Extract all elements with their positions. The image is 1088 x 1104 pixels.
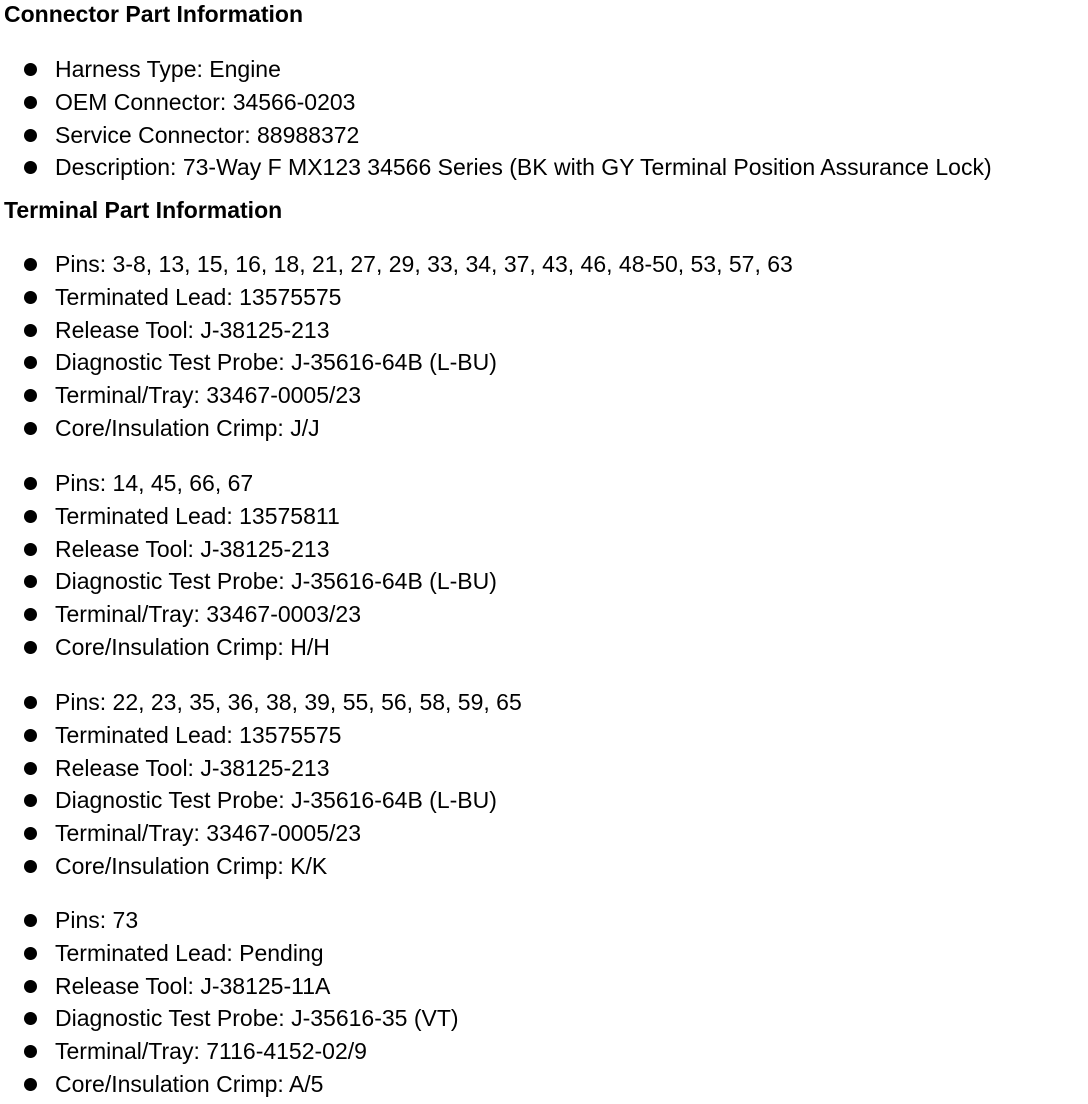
- item-value: 13575575: [239, 721, 342, 748]
- item-label: Pins:: [55, 907, 113, 933]
- item-label: Diagnostic Test Probe:: [55, 787, 292, 814]
- bullet-icon: [24, 860, 37, 873]
- item-label: Terminal/Tray:: [55, 1038, 207, 1065]
- item-value: A/5: [288, 1070, 324, 1097]
- bullet-icon: [24, 510, 37, 523]
- item-value: 14, 45, 66, 67: [112, 470, 254, 496]
- item-label: Core/Insulation Crimp:: [55, 414, 291, 441]
- bullet-icon: [24, 914, 37, 927]
- list-item-terminal-tray: [0, 379, 793, 412]
- item-label: Core/Insulation Crimp:: [55, 633, 291, 660]
- list-item-terminal-tray: [0, 817, 522, 850]
- item-label: Release Tool:: [55, 535, 201, 562]
- terminal-group-4: [0, 904, 459, 1101]
- list-item-terminated-lead: [0, 500, 497, 533]
- bullet-icon: [24, 980, 37, 993]
- item-value: K/K: [290, 852, 328, 879]
- bullet-icon: [24, 129, 37, 142]
- list-item-core-insulation-crimp: [0, 412, 793, 445]
- bullet-icon: [24, 794, 37, 807]
- bullet-icon: [24, 1045, 37, 1058]
- item-value: 7116-4152-02/9: [206, 1038, 367, 1065]
- list-item-diagnostic-test-probe: [0, 1002, 459, 1035]
- bullet-icon: [24, 575, 37, 588]
- item-value: 73-Way F MX123 34566 Series (BK with GY Terminal Position Assurance Lock): [182, 154, 992, 181]
- list-item-pins: [0, 686, 522, 719]
- item-label: Terminal/Tray:: [55, 820, 207, 847]
- item-label: Description:: [55, 154, 183, 181]
- item-value: J-35616-35 (VT): [291, 1005, 459, 1032]
- item-value: J-35616-64B (L-BU): [291, 568, 497, 595]
- item-value: 33467-0003/23: [206, 601, 361, 628]
- bullet-icon: [24, 608, 37, 621]
- bullet-icon: [24, 696, 37, 709]
- list-item-release-tool: [0, 533, 497, 566]
- item-label: Pins:: [55, 251, 113, 277]
- item-value: 3-8, 13, 15, 16, 18, 21, 27, 29, 33, 34, 37, 43, 46, 48-50, 53, 57, 63: [112, 251, 793, 277]
- list-item-release-tool: [0, 970, 459, 1003]
- item-value: J-38125-213: [200, 754, 330, 781]
- list-item-diagnostic-test-probe: [0, 565, 497, 598]
- bullet-icon: [24, 641, 37, 654]
- item-value: 88988372: [256, 121, 360, 148]
- item-label: Terminated Lead:: [55, 283, 240, 310]
- bullet-icon: [24, 947, 37, 960]
- terminal-group-2: [0, 467, 497, 664]
- item-label: Core/Insulation Crimp:: [55, 1070, 289, 1097]
- list-item-pins: [0, 467, 497, 500]
- item-label: Service Connector:: [55, 121, 257, 148]
- item-label: Harness Type:: [55, 56, 210, 82]
- connector-section-title: Connector Part Information: [4, 1, 304, 27]
- list-item-pins: [0, 248, 793, 281]
- bullet-icon: [24, 729, 37, 742]
- bullet-icon: [24, 1012, 37, 1025]
- terminal-section-title: Terminal Part Information: [4, 197, 283, 223]
- list-item-diagnostic-test-probe: [0, 346, 793, 379]
- list-item-terminal-tray: [0, 598, 497, 631]
- item-label: OEM Connector:: [55, 88, 233, 115]
- item-value: 13575811: [239, 502, 340, 529]
- item-label: Diagnostic Test Probe:: [55, 568, 292, 595]
- item-value: Engine: [209, 56, 281, 82]
- list-item-service-connector: [0, 119, 992, 152]
- item-label: Terminated Lead:: [55, 502, 240, 529]
- terminal-group-1: [0, 248, 793, 445]
- bullet-icon: [24, 762, 37, 775]
- item-value: J-35616-64B (L-BU): [291, 349, 497, 376]
- bullet-icon: [24, 422, 37, 435]
- item-value: J-38125-11A: [200, 972, 331, 999]
- connector-info-list: [0, 53, 992, 184]
- list-item-pins: [0, 904, 459, 937]
- bullet-icon: [24, 258, 37, 271]
- item-label: Pins:: [55, 689, 113, 715]
- item-label: Diagnostic Test Probe:: [55, 1005, 292, 1032]
- list-item-release-tool: [0, 314, 793, 347]
- list-item-terminal-tray: [0, 1035, 459, 1068]
- item-value: 22, 23, 35, 36, 38, 39, 55, 56, 58, 59, 65: [112, 689, 522, 715]
- bullet-icon: [24, 543, 37, 556]
- bullet-icon: [24, 291, 37, 304]
- bullet-icon: [24, 63, 37, 76]
- bullet-icon: [24, 356, 37, 369]
- item-label: Diagnostic Test Probe:: [55, 349, 292, 376]
- bullet-icon: [24, 161, 37, 174]
- bullet-icon: [24, 1078, 37, 1091]
- terminal-group-3: [0, 686, 522, 883]
- item-value: 73: [112, 907, 139, 933]
- list-item-terminated-lead: [0, 937, 459, 970]
- list-item-terminated-lead: [0, 719, 522, 752]
- list-item-harness-type: [0, 53, 992, 86]
- item-value: J-38125-213: [200, 535, 330, 562]
- item-label: Core/Insulation Crimp:: [55, 852, 291, 879]
- item-label: Release Tool:: [55, 972, 201, 999]
- item-label: Pins:: [55, 470, 113, 496]
- list-item-core-insulation-crimp: [0, 631, 497, 664]
- item-label: Release Tool:: [55, 316, 201, 343]
- item-value: 13575575: [239, 283, 342, 310]
- item-label: Release Tool:: [55, 754, 201, 781]
- bullet-icon: [24, 477, 37, 490]
- bullet-icon: [24, 96, 37, 109]
- item-value: 33467-0005/23: [206, 820, 361, 847]
- item-value: 34566-0203: [232, 88, 356, 115]
- bullet-icon: [24, 827, 37, 840]
- item-label: Terminal/Tray:: [55, 601, 207, 628]
- item-value: J-38125-213: [200, 316, 330, 343]
- list-item-core-insulation-crimp: [0, 850, 522, 883]
- item-label: Terminated Lead:: [55, 721, 240, 748]
- bullet-icon: [24, 389, 37, 402]
- list-item-core-insulation-crimp: [0, 1068, 459, 1101]
- item-value: J/J: [290, 414, 320, 441]
- list-item-terminated-lead: [0, 281, 793, 314]
- item-value: J-35616-64B (L-BU): [291, 787, 497, 814]
- item-value: 33467-0005/23: [206, 382, 361, 409]
- item-value: Pending: [239, 939, 324, 966]
- item-label: Terminated Lead:: [55, 939, 240, 966]
- list-item-oem-connector: [0, 86, 992, 119]
- list-item-description: [0, 151, 992, 184]
- list-item-release-tool: [0, 752, 522, 785]
- item-label: Terminal/Tray:: [55, 382, 207, 409]
- bullet-icon: [24, 324, 37, 337]
- list-item-diagnostic-test-probe: [0, 784, 522, 817]
- item-value: H/H: [290, 633, 330, 660]
